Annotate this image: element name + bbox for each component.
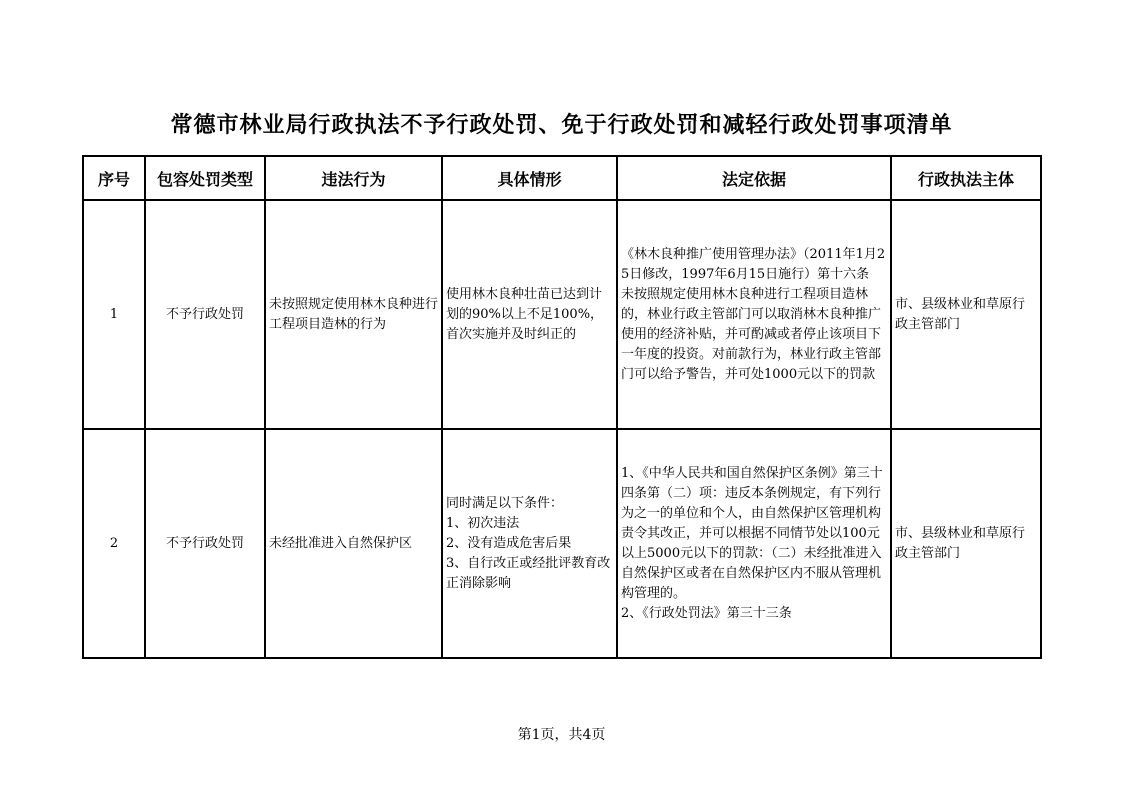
cell-behavior: 未经批准进入自然保护区	[265, 429, 442, 658]
cell-authority: 市、县级林业和草原行政主管部门	[891, 200, 1041, 429]
cell-type: 不予行政处罚	[145, 200, 265, 429]
header-basis: 法定依据	[617, 156, 891, 200]
header-authority: 行政执法主体	[891, 156, 1041, 200]
cell-no: 1	[83, 200, 145, 429]
header-no: 序号	[83, 156, 145, 200]
cell-basis: 1、《中华人民共和国自然保护区条例》第三十四条第（二）项：违反本条例规定，有下列行为之一的单位和个人，由自然保护区管理机构责令其改正，并可以根据不同情节处以100元以上5000元以下的罚款：（二）未经批准进入自然保护区或者在自然保护区内不服从管理机构管理的。 2、《行政处罚法》第三十三条	[617, 429, 891, 658]
header-behavior: 违法行为	[265, 156, 442, 200]
cell-situation: 同时满足以下条件： 1、初次违法 2、没有造成危害后果 3、自行改正或经批评教育改正消除影响	[442, 429, 617, 658]
table-row	[83, 429, 1041, 658]
cell-situation: 使用林木良种壮苗已达到计划的90%以上不足100%，首次实施并及时纠正的	[442, 200, 617, 429]
page-footer: 第1页，共4页	[517, 727, 606, 743]
cell-authority: 市、县级林业和草原行政主管部门	[891, 429, 1041, 658]
header-type: 包容处罚类型	[145, 156, 265, 200]
table-header-row	[83, 156, 1041, 200]
cell-behavior: 未按照规定使用林木良种进行工程项目造林的行为	[265, 200, 442, 429]
document-title: 常德市林业局行政执法不予行政处罚、免于行政处罚和减轻行政处罚事项清单	[170, 112, 953, 138]
cell-no: 2	[83, 429, 145, 658]
cell-type: 不予行政处罚	[145, 429, 265, 658]
penalty-table	[82, 155, 1042, 659]
header-situation: 具体情形	[442, 156, 617, 200]
cell-basis: 《林木良种推广使用管理办法》（2011年1月25日修改，1997年6月15日施行）第十六条 未按照规定使用林木良种进行工程项目造林的，林业行政主管部门可以取消林木良种推广使用的经济补贴，并可酌减或者停止该项目下一年度的投资。对前款行为，林业行政主管部门可以给予警告，并可处1000元以下的罚款	[617, 200, 891, 429]
table-row	[83, 200, 1041, 429]
